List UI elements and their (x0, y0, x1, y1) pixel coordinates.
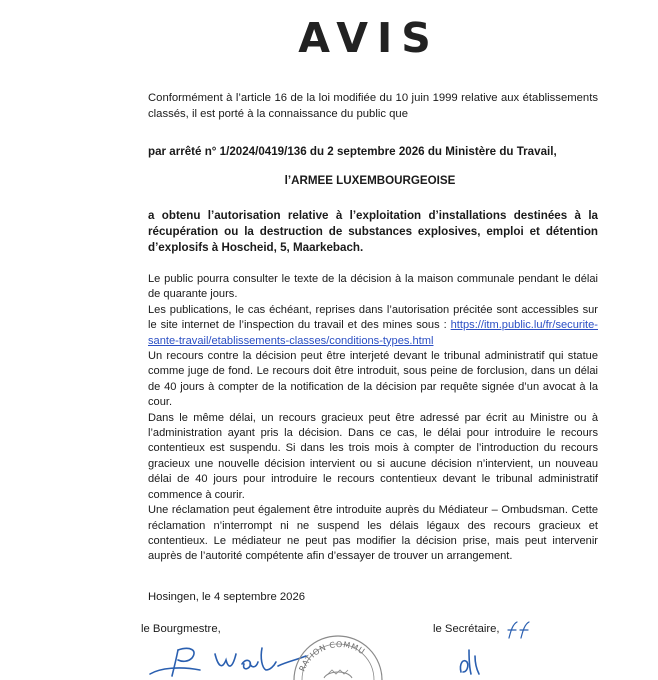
publications-text: Les publications, le cas échéant, reprises dans l’autorisation précitée sont accessibles sur le site internet de l’inspection du travail et des mines sous : (148, 303, 598, 332)
notice-title: AVIS (298, 14, 440, 62)
secretary-label: le Secrétaire, (433, 623, 500, 635)
beneficiary-name: l’ARMEE LUXEMBOURGEOISE (284, 174, 456, 187)
notice-body (148, 272, 598, 565)
seal-text: RATION COMMU (297, 640, 367, 673)
secretary-initials (505, 618, 535, 642)
arrete-reference: par arrêté n° 1/2024/0419/136 du 2 septembre 2026 du Ministère du Travail, (148, 145, 557, 158)
ombudsman-paragraph: Une réclamation peut également être introduite auprès du Médiateur – Ombudsman. Cette réclamation n’interrompt ni ne suspend les délais légaux des recours gracieux et contentieux. Le médiateur ne peut pas modifier la décision prise, mais peut intervenir auprès de l’autorité compétente afin d’essayer de trouver un arrangement. (148, 504, 598, 563)
appeal-paragraph: Un recours contre la décision peut être interjeté devant le tribunal administratif qui statue comme juge de fond. Le recours doit être introduit, sous peine de forclusion, dans un délai de 40 jours à compter de la notification de la décision par requête signée d’un avocat à la cour. (148, 350, 598, 409)
mayor-label: le Bourgmestre, (141, 623, 221, 635)
secretary-signature (455, 646, 495, 676)
itm-conditions-link[interactable]: https://itm.public.lu/fr/securite-sante-travail/etablissements-classes/conditions-types.html (148, 319, 598, 347)
consultation-paragraph: Le public pourra consulter le texte de la décision à la maison communale pendant le délai de quarante jours. (148, 273, 598, 301)
svg-text:RATION COMMU (297, 640, 366, 673)
mayor-signature (140, 640, 310, 680)
authorization-statement: a obtenu l’autorisation relative à l’exploitation d’installations destinées à la récupération ou la destruction de substances explosives, emploi et détention d’explosifs à Hoscheid, 5, Maarkebach. (148, 209, 598, 254)
gracious-appeal-paragraph: Dans le même délai, un recours gracieux peut être adressé par écrit au Ministre ou à l’administration ayant pris la décision. Dans ce cas, le délai pour introduire le recours contentieux est suspendu. Si dans les trois mois à compter de l’introduction du recours gracieux une nouvelle décision intervient ou si aucune décision n’intervient, un nouveau délai de 40 jours pour introduire le recours contentieux devant le tribunal administratif commence à courir. (148, 411, 598, 501)
intro-paragraph: Conformément à l’article 16 de la loi modifiée du 10 juin 1999 relative aux établissements classés, il est porté à la connaissance du public que (148, 92, 598, 120)
place-date: Hosingen, le 4 septembre 2026 (148, 591, 306, 603)
municipal-seal (288, 640, 388, 680)
publications-paragraph (148, 303, 598, 349)
